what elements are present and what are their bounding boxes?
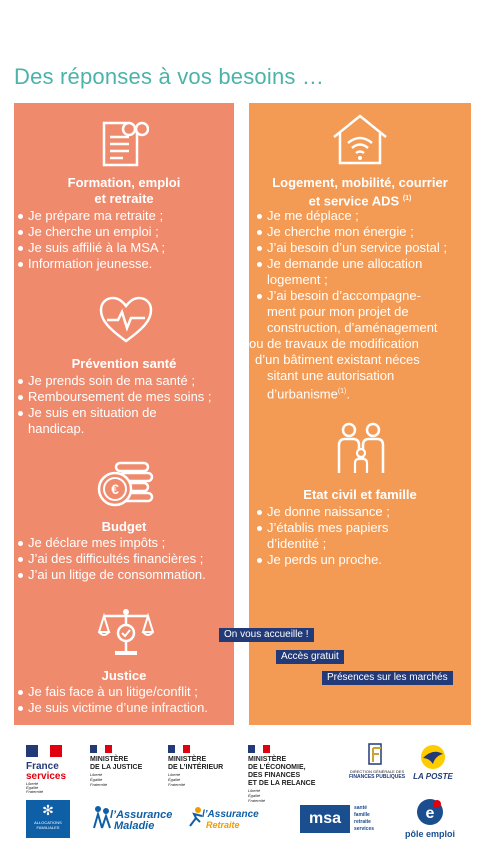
motto-egalite: Égalité	[26, 785, 39, 790]
logo-text: DE L’ÉCONOMIE,	[248, 764, 306, 771]
list-item: Je donne naissance ;	[255, 504, 469, 520]
motto-liberte: Liberté	[90, 772, 103, 777]
list-item-continuation: ou de travaux de modification	[249, 336, 419, 351]
motto-egalite: Égalité	[168, 777, 181, 782]
justice-logo	[90, 745, 150, 787]
list-item: Je me déplace ;	[255, 208, 469, 224]
motto-liberte: Liberté	[26, 781, 39, 786]
list-item: Je cherche mon énergie ;	[255, 224, 469, 240]
scales-icon	[98, 606, 154, 658]
list-item: Je déclare mes impôts ;	[16, 535, 232, 551]
left-panel	[14, 103, 234, 725]
list-item-continuation: d’un bâtiment existant néces	[255, 352, 420, 367]
logement-list	[249, 208, 469, 402]
logo-text: ALLOCATIONS	[34, 820, 62, 825]
urbanisme-text: d’urbanisme	[267, 386, 338, 402]
msa-mark: msa	[300, 805, 350, 833]
marianne-flag-icon	[248, 745, 270, 753]
footnote-marker: (1)	[402, 195, 412, 202]
list-item: J’ai un litige de consommation.	[16, 567, 232, 583]
logo-text: MINISTÈRE	[90, 756, 129, 763]
logo-text: MINISTÈRE	[248, 756, 287, 763]
budget-title: Budget	[101, 519, 147, 534]
motto-liberte: Liberté	[168, 772, 181, 777]
logo-text: DIRECTION GÉNÉRALE DES	[349, 769, 405, 774]
badge-accueil: On vous accueille !	[219, 628, 314, 642]
interieur-logo	[168, 745, 238, 787]
list-item: J’ai des difficultés financières ;	[16, 551, 232, 567]
logo-text: LA POSTE	[413, 772, 453, 781]
list-item: Je demande une allocation	[255, 256, 469, 272]
motto-egalite: Égalité	[248, 793, 261, 798]
formation-title-line1: Formation, emploi	[67, 175, 181, 190]
badge-marches: Présences sur les marchés	[322, 671, 453, 685]
list-item: Je suis en situation de	[16, 405, 232, 421]
la-poste-logo	[408, 744, 458, 781]
list-item: Je prépare ma retraite ;	[16, 208, 232, 224]
logo-text: MINISTÈRE	[168, 756, 207, 763]
finances-publiques-emblem-icon	[367, 742, 387, 766]
motto-fraternite: Fraternité	[26, 789, 44, 794]
logo-text: DES FINANCES	[248, 772, 301, 779]
list-item-continuation: sitant une autorisation	[267, 368, 395, 383]
pole-emploi-logo	[400, 798, 460, 839]
logo-text: pôle emploi	[404, 829, 455, 839]
logo-text: DE LA JUSTICE	[90, 764, 143, 771]
marianne-flag-icon	[90, 745, 112, 753]
list-item: J’établis mes papiers	[255, 520, 469, 536]
justice-title: Justice	[101, 668, 147, 683]
logo-text: FINANCES PUBLIQUES	[348, 774, 406, 780]
formation-list	[16, 208, 232, 272]
budget-list	[16, 535, 232, 583]
list-item-continuation: d’identité ;	[267, 536, 327, 551]
caf-logo	[26, 800, 70, 838]
logo-text: FAMILIALES	[36, 825, 60, 830]
badge-gratuit: Accès gratuit	[276, 650, 344, 664]
etatcivil-title: Etat civil et famille	[303, 487, 417, 502]
france-services-text: France	[26, 761, 59, 772]
list-item: Je suis affilié à la MSA ;	[16, 240, 232, 256]
list-item: Je cherche un emploi ;	[16, 224, 232, 240]
la-poste-bird-icon	[417, 744, 449, 770]
economie-logo	[248, 745, 338, 803]
list-item-continuation	[255, 384, 469, 402]
sante-title: Prévention santé	[71, 356, 177, 371]
logement-title	[249, 175, 471, 209]
list-item-continuation: handicap.	[28, 421, 85, 436]
motto-fraternite: Fraternité	[168, 782, 186, 787]
list-item: Remboursement de mes soins ;	[16, 389, 232, 405]
etatcivil-list	[255, 504, 469, 568]
list-item: J’ai besoin d’accompagne-	[255, 288, 469, 304]
logo-text: santé	[354, 805, 368, 811]
marianne-flag-icon	[168, 745, 190, 753]
page-title: Des réponses à vos besoins …	[14, 64, 325, 89]
logo-text: l’Assurance	[110, 809, 173, 821]
urbanisme-end: .	[346, 386, 351, 402]
pole-emploi-e-icon	[415, 798, 445, 826]
caf-snowflake-icon: ✻	[42, 802, 54, 818]
list-item: Je perds un proche.	[255, 552, 469, 568]
list-item-continuation: ment pour mon projet de	[267, 304, 409, 319]
motto-fraternite: Fraternité	[248, 798, 266, 803]
list-item: Je suis victime d’une infraction.	[16, 700, 232, 716]
list-item-continuation: construction, d’aménagement	[267, 320, 438, 335]
logement-title-line1: Logement, mobilité, courrier	[272, 175, 448, 190]
people-icon	[92, 804, 112, 830]
list-item: Information jeunesse.	[16, 256, 232, 272]
sante-list	[16, 373, 232, 437]
logo-text: Maladie	[114, 820, 155, 832]
formation-title-line2: et retraite	[94, 191, 154, 206]
logo-text: famille	[354, 812, 370, 818]
logement-title-line2: et service ADS	[308, 193, 400, 209]
marianne-flag-icon	[26, 745, 64, 759]
footnote-marker: (1)	[337, 388, 347, 395]
motto-egalite: Égalité	[90, 777, 103, 782]
justice-list	[16, 684, 232, 716]
list-item: Je prends soin de ma santé ;	[16, 373, 232, 389]
svg-text:€: €	[111, 481, 119, 497]
heart-pulse-icon	[98, 296, 154, 344]
france-services-text-2: services	[26, 771, 67, 782]
formation-title	[14, 175, 234, 207]
logo-text: Retraite	[206, 820, 240, 830]
logo-text: DE L’INTÉRIEUR	[168, 764, 224, 771]
list-item: Je fais face à un litige/conflit ;	[16, 684, 232, 700]
logo-text: l’Assurance	[202, 809, 259, 820]
logo-text: retraite	[354, 819, 371, 825]
list-item-continuation: logement ;	[267, 272, 328, 287]
logo-text: ET DE LA RELANCE	[248, 780, 316, 787]
coins-euro-icon	[96, 457, 156, 509]
family-icon	[335, 421, 387, 477]
logo-text: services	[354, 826, 375, 832]
list-item: J’ai besoin d’un service postal ;	[255, 240, 469, 256]
finances-publiques-logo	[342, 742, 412, 780]
svg-text:e: e	[425, 805, 435, 822]
france-services-logo	[26, 745, 72, 794]
motto-liberte: Liberté	[248, 788, 261, 793]
motto-fraternite: Fraternité	[90, 782, 108, 787]
document-glasses-icon	[99, 115, 149, 167]
house-wifi-icon	[331, 113, 389, 167]
